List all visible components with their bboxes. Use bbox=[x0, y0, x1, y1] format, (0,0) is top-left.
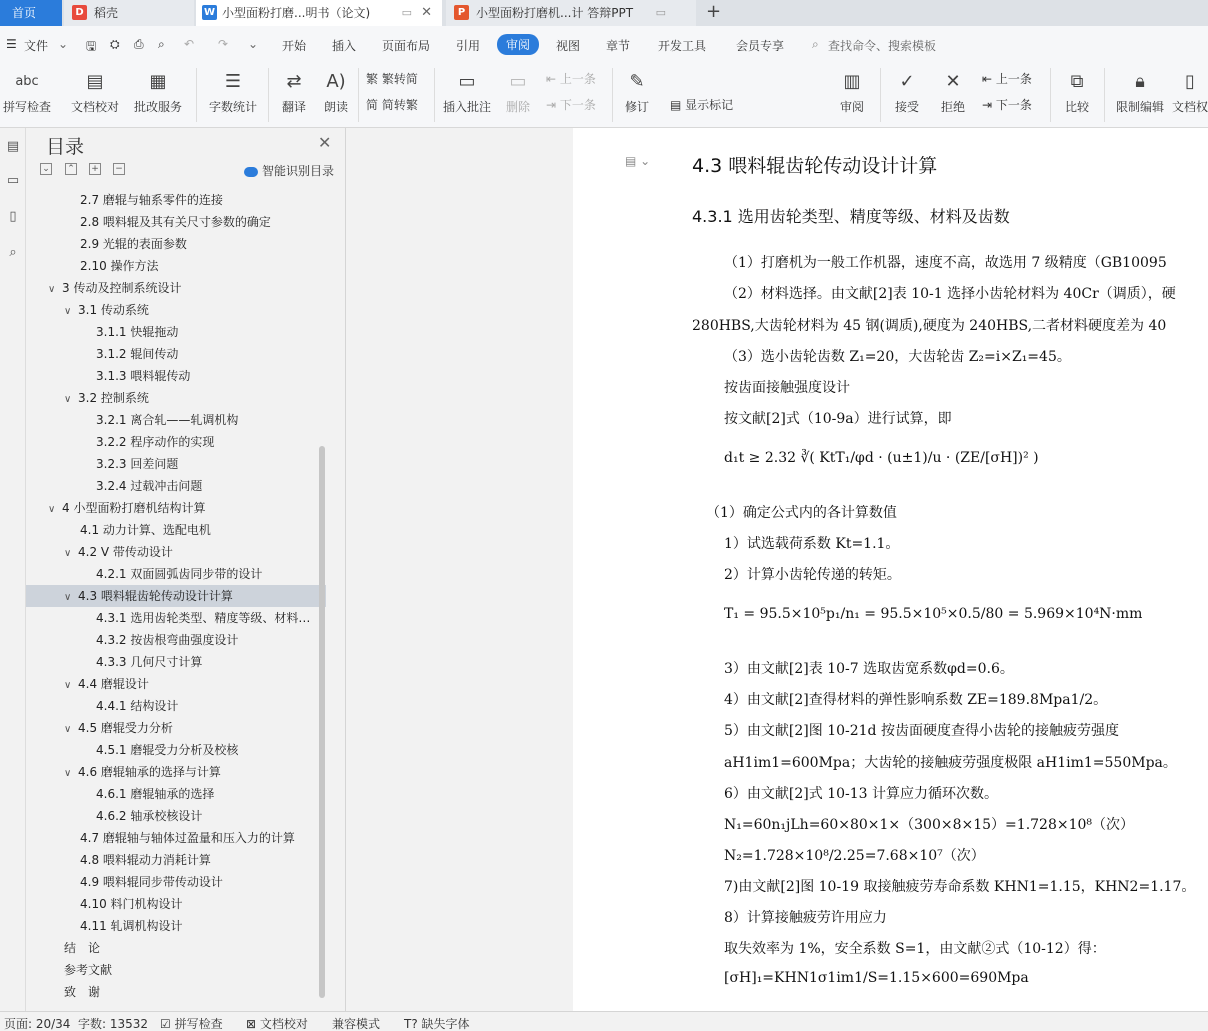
doc-permission-icon: ▯ bbox=[1185, 71, 1195, 92]
reject-button[interactable]: ✕ 拒绝 bbox=[934, 62, 972, 128]
toc-item[interactable] bbox=[26, 915, 326, 937]
toc-item[interactable] bbox=[26, 673, 326, 695]
toc-item-label: 3 传动及控制系统设计 bbox=[62, 281, 182, 295]
menu-view[interactable]: 视图 bbox=[556, 39, 581, 53]
review-pane-icon: ▥ bbox=[843, 71, 861, 92]
toc-item-label: 4.11 轧调机构设计 bbox=[80, 919, 183, 933]
prev-change-icon: ⇤ bbox=[982, 72, 993, 86]
toc-item[interactable] bbox=[26, 233, 326, 255]
translate-button[interactable]: ⇄ 翻译 bbox=[276, 62, 312, 128]
more-icon[interactable]: ⌄ bbox=[248, 37, 259, 51]
ppt-icon: P bbox=[454, 5, 469, 20]
toc-item-label: 4.8 喂料辊动力消耗计算 bbox=[80, 853, 211, 867]
bookmark-icon[interactable]: ▯ bbox=[9, 209, 17, 224]
word-doc-icon: W bbox=[203, 7, 216, 18]
font-icon: T? bbox=[404, 1017, 418, 1031]
word-count-indicator[interactable]: 字数: 13532 bbox=[78, 1017, 149, 1031]
accept-icon: ✓ bbox=[899, 71, 915, 92]
translate-icon: ⇄ bbox=[286, 71, 302, 92]
doc-line: 7)由文献[2]图 10-19 取接触疲劳寿命系数 KHN1=1.15，KHN2=1.17。 bbox=[724, 879, 1196, 895]
toc-item-label: 4.7 磨辊轴与轴体过盈量和压入力的计算 bbox=[80, 831, 295, 845]
toc-item-label: 结 论 bbox=[64, 941, 101, 955]
new-tab-button[interactable]: + bbox=[706, 1, 722, 22]
toc-item[interactable] bbox=[26, 343, 326, 365]
toc-item-label: 4.3 喂料辊齿轮传动设计计算 bbox=[78, 589, 233, 603]
toc-list bbox=[26, 189, 326, 1004]
menu-member[interactable]: 会员专享 bbox=[736, 39, 785, 53]
tab-presentation[interactable] bbox=[446, 0, 696, 26]
next-comment-button[interactable]: ⇥ 下一条 bbox=[546, 98, 596, 112]
doc-line: 280HBS,大齿轮材料为 45 钢(调质),硬度为 240HBS,二者材料硬度差为 40 bbox=[692, 318, 1167, 334]
docer-icon: D bbox=[72, 5, 87, 20]
menu-review[interactable]: 审阅 bbox=[497, 34, 539, 55]
toc-item-label: 2.7 磨辊与轴系零件的连接 bbox=[80, 193, 223, 207]
delete-comment-icon: ▭ bbox=[509, 71, 527, 92]
doc-line: N₁=60n₁jLh=60×80×1×（300×8×15）=1.728×10⁸（次） bbox=[724, 817, 1135, 833]
doc-line: 取失效率为 1%，安全系数 S=1，由文献②式（10-12）得： bbox=[724, 941, 1106, 957]
toc-item[interactable] bbox=[26, 651, 326, 673]
print-icon[interactable]: ⎙ bbox=[134, 37, 144, 51]
collapse-all-icon[interactable]: ⌄ bbox=[40, 163, 52, 175]
toc-item-label: 4.5 磨辊受力分析 bbox=[78, 721, 173, 735]
pin-icon[interactable]: ▭ bbox=[655, 6, 666, 19]
prev-comment-button[interactable]: ⇤ 上一条 bbox=[546, 72, 596, 86]
menu-bar bbox=[0, 26, 1208, 62]
next-change-icon: ⇥ bbox=[982, 98, 993, 112]
toc-item-label: 3.2.1 离合轧——轧调机构 bbox=[96, 413, 239, 427]
toc-item[interactable] bbox=[26, 981, 326, 1003]
toc-item[interactable] bbox=[26, 937, 326, 959]
track-changes-button[interactable]: ✎ 修订 bbox=[618, 62, 656, 128]
divider bbox=[1104, 68, 1105, 122]
toc-item-label: 致 谢 bbox=[64, 985, 101, 999]
toc-item-label: 2.9 光辊的表面参数 bbox=[80, 237, 187, 251]
review-pane-button[interactable]: ▥ 审阅 bbox=[834, 62, 870, 128]
toc-icon[interactable]: ▤ bbox=[6, 139, 20, 154]
chevron-down-icon[interactable]: ∨ bbox=[64, 680, 72, 691]
toc-item[interactable] bbox=[26, 277, 326, 299]
toc-item-label: 4.6.1 磨辊轴承的选择 bbox=[96, 787, 215, 801]
toc-item-label: 4.2 V 带传动设计 bbox=[78, 545, 173, 559]
toc-item-label: 3.1.3 喂料辊传动 bbox=[96, 369, 191, 383]
toc-item[interactable] bbox=[26, 783, 326, 805]
reject-icon: ✕ bbox=[945, 71, 961, 92]
menu-insert[interactable]: 插入 bbox=[332, 39, 357, 53]
next-icon: ⇥ bbox=[546, 98, 557, 112]
word-count-icon: ☰ bbox=[224, 71, 242, 92]
save-icon[interactable]: 🖫 bbox=[86, 39, 97, 53]
toc-item[interactable] bbox=[26, 409, 326, 431]
tab-label: 小型面粉打磨机...计 答辩PPT bbox=[476, 6, 634, 20]
toc-item-label: 3.2.3 回差问题 bbox=[96, 457, 179, 471]
toc-item-label: 参考文献 bbox=[64, 963, 113, 977]
doc-line: 1）试选载荷系数 Kt=1.1。 bbox=[724, 536, 900, 552]
chapter-icon[interactable]: ▭ bbox=[6, 173, 20, 188]
toc-item-label: 4.9 喂料辊同步带传动设计 bbox=[80, 875, 223, 889]
preview-icon[interactable]: ⌕ bbox=[158, 37, 165, 51]
search-icon[interactable]: ⌕ bbox=[9, 245, 17, 260]
spell-check-button[interactable]: abc 拼写检查 bbox=[2, 62, 52, 128]
toc-item[interactable] bbox=[26, 563, 326, 585]
toc-item[interactable] bbox=[26, 299, 326, 321]
toc-item[interactable] bbox=[26, 607, 326, 629]
toc-item-label: 4.4.1 结构设计 bbox=[96, 699, 179, 713]
doc-line: （1）打磨机为一般工作机器，速度不高，故选用 7 级精度（GB10095 bbox=[724, 255, 1167, 271]
menu-file[interactable]: 文件 bbox=[24, 39, 49, 53]
toc-item[interactable] bbox=[26, 893, 326, 915]
chevron-down-icon[interactable]: ∨ bbox=[64, 592, 72, 603]
comment-icon: ▭ bbox=[458, 71, 476, 92]
undo-icon[interactable]: ↶ bbox=[184, 37, 195, 51]
menu-start[interactable]: 开始 bbox=[282, 39, 307, 53]
toc-item[interactable] bbox=[26, 475, 326, 497]
toc-pane bbox=[26, 128, 346, 1011]
chevron-down-icon[interactable]: ∨ bbox=[64, 768, 72, 779]
toc-item-label: 3.1 传动系统 bbox=[78, 303, 149, 317]
doc-line: 4）由文献[2]查得材料的弹性影响系数 ZE=189.8Mpa1/2。 bbox=[724, 692, 1108, 708]
doc-line: N₂=1.728×10⁸/2.25=7.68×10⁷（次） bbox=[724, 848, 985, 864]
toc-item-label: 4.4 磨辊设计 bbox=[78, 677, 149, 691]
tab-document[interactable] bbox=[196, 0, 442, 26]
pin-icon[interactable]: ▭ bbox=[401, 6, 412, 19]
equation-t1: T₁ = 95.5×10⁵p₁/n₁ = 95.5×10⁵×0.5/80 = 5.969×10⁴N·mm bbox=[724, 606, 1143, 622]
restrict-edit-button[interactable]: 🔒︎ 限制编辑 bbox=[1112, 62, 1168, 128]
toc-item-label: 2.10 操作方法 bbox=[80, 259, 159, 273]
read-aloud-button[interactable]: A) 朗读 bbox=[320, 62, 352, 128]
word-count-button[interactable]: ☰ 字数统计 bbox=[208, 62, 258, 128]
chevron-down-icon[interactable]: ∨ bbox=[64, 548, 72, 559]
prev-icon: ⇤ bbox=[546, 72, 557, 86]
toc-item-label: 4.10 料门机构设计 bbox=[80, 897, 183, 911]
menu-chapter[interactable]: 章节 bbox=[606, 39, 631, 53]
toc-item[interactable] bbox=[26, 805, 326, 827]
insert-comment-button[interactable]: ▭ 插入批注 bbox=[440, 62, 494, 128]
page-indicator[interactable]: 页面: 20/34 bbox=[4, 1017, 71, 1031]
toc-item[interactable] bbox=[26, 431, 326, 453]
read-aloud-icon: A) bbox=[326, 71, 346, 92]
heading-4-3-1: 4.3.1 选用齿轮类型、精度等级、材料及齿数 bbox=[692, 207, 1010, 226]
toc-item[interactable] bbox=[26, 959, 326, 981]
divider bbox=[434, 68, 435, 122]
toc-item[interactable] bbox=[26, 387, 326, 409]
doc-line: 3）由文献[2]表 10-7 选取齿宽系数φd=0.6。 bbox=[724, 661, 1014, 677]
show-markup-button[interactable]: ▤ 显示标记 bbox=[670, 98, 734, 112]
doc-line: 6）由文献[2]式 10-13 计算应力循环次数。 bbox=[724, 786, 998, 802]
prev-change-button[interactable]: ⇤ 上一条 bbox=[982, 72, 1032, 86]
batch-service-button[interactable]: ▦ 批改服务 bbox=[130, 62, 186, 128]
chevron-down-icon[interactable]: ∨ bbox=[64, 724, 72, 735]
close-icon[interactable]: ✕ bbox=[318, 133, 332, 152]
trad-icon: 繁 bbox=[366, 72, 379, 86]
menu-references[interactable]: 引用 bbox=[456, 39, 481, 53]
chevron-down-icon[interactable]: ∨ bbox=[64, 394, 72, 405]
menu-layout[interactable]: 页面布局 bbox=[382, 39, 431, 53]
toc-item-label: 3.2 控制系统 bbox=[78, 391, 149, 405]
divider bbox=[880, 68, 881, 122]
toc-item-label: 4.6.2 轴承校核设计 bbox=[96, 809, 203, 823]
toc-item[interactable] bbox=[26, 497, 326, 519]
toc-item[interactable] bbox=[26, 453, 326, 475]
toc-item[interactable] bbox=[26, 695, 326, 717]
document-page[interactable] bbox=[573, 128, 1208, 1011]
tab-label: 稻壳 bbox=[94, 6, 119, 20]
divider bbox=[196, 68, 197, 122]
toc-item[interactable] bbox=[26, 739, 326, 761]
toc-item-label: 4.1 动力计算、选配电机 bbox=[80, 523, 211, 537]
doc-proof-button[interactable]: ▤ 文档校对 bbox=[70, 62, 120, 128]
doc-line: aH1im1=600Mpa；大齿轮的接触疲劳强度极限 aH1im1=550Mpa。 bbox=[724, 755, 1177, 771]
toc-item[interactable] bbox=[26, 761, 326, 783]
lock-icon: 🔒︎ bbox=[1135, 71, 1145, 92]
toc-item[interactable] bbox=[26, 365, 326, 387]
chevron-down-icon[interactable]: ∨ bbox=[48, 504, 56, 515]
command-search[interactable]: 查找命令、搜索模板 bbox=[828, 39, 937, 53]
toc-item-label: 4 小型面粉打磨机结构计算 bbox=[62, 501, 206, 515]
proof-status-icon: ⊠ bbox=[246, 1017, 257, 1031]
cloud-icon[interactable]: ⛭ bbox=[110, 37, 120, 51]
chevron-down-icon[interactable]: ∨ bbox=[64, 306, 72, 317]
delete-comment-button[interactable]: ▭ 删除 bbox=[500, 62, 536, 128]
status-spell-check[interactable]: ☑ 拼写检查 bbox=[160, 1017, 223, 1031]
toc-item[interactable] bbox=[26, 849, 326, 871]
toc-item-label: 3.1.2 辊间传动 bbox=[96, 347, 179, 361]
toc-item-label: 4.5.1 磨辊受力分析及校核 bbox=[96, 743, 239, 757]
trad-to-simp-button[interactable]: 繁 繁转简 bbox=[366, 72, 418, 86]
compare-icon: ⧉ bbox=[1070, 71, 1084, 92]
divider bbox=[612, 68, 613, 122]
toc-item[interactable] bbox=[26, 541, 326, 563]
spell-check-icon: abc bbox=[15, 74, 39, 89]
doc-line: （3）选小齿轮齿数 Z₁=20，大齿轮齿 Z₂=i×Z₁=45。 bbox=[724, 349, 1071, 365]
toc-title: 目录 bbox=[46, 136, 85, 158]
tab-bar bbox=[0, 0, 1208, 26]
paragraph-icon[interactable]: ▤ ⌄ bbox=[625, 154, 651, 168]
redo-icon[interactable]: ↷ bbox=[218, 37, 229, 51]
remove-heading-icon[interactable]: − bbox=[113, 163, 125, 175]
equation-d1t: d₁t ≥ 2.32 ∛( KtT₁/φd · (u±1)/u · (ZE/[σH])² ) bbox=[724, 450, 1039, 466]
proof-icon: ▤ bbox=[86, 71, 104, 92]
ribbon-review bbox=[0, 62, 1208, 128]
doc-line: （1）确定公式内的各计算数值 bbox=[706, 505, 897, 521]
toc-item-label: 3.1.1 快辊拖动 bbox=[96, 325, 179, 339]
checkbox-icon: ☑ bbox=[160, 1017, 171, 1031]
chevron-down-icon[interactable]: ⌄ bbox=[58, 37, 69, 51]
doc-line: 5）由文献[2]图 10-21d 按齿面硬度查得小齿轮的接触疲劳强度 bbox=[724, 723, 1119, 739]
toc-item[interactable] bbox=[26, 827, 326, 849]
toc-item-label: 4.3.2 按齿根弯曲强度设计 bbox=[96, 633, 239, 647]
smart-icon bbox=[244, 167, 258, 177]
simp-icon: 简 bbox=[366, 98, 379, 112]
document-margin bbox=[347, 128, 573, 1011]
add-heading-icon[interactable]: + bbox=[89, 163, 101, 175]
close-tab-icon[interactable]: ✕ bbox=[421, 5, 432, 20]
toc-item-label: 3.2.4 过载冲击问题 bbox=[96, 479, 203, 493]
expand-up-icon[interactable]: ⌃ bbox=[65, 163, 77, 175]
toc-item-label: 4.3.3 几何尺寸计算 bbox=[96, 655, 203, 669]
toc-item[interactable] bbox=[26, 211, 326, 233]
doc-line: 2）计算小齿轮传递的转矩。 bbox=[724, 567, 901, 583]
toc-item[interactable] bbox=[26, 629, 326, 651]
tab-docer[interactable] bbox=[64, 0, 194, 26]
batch-icon: ▦ bbox=[149, 71, 167, 92]
chevron-down-icon[interactable]: ∨ bbox=[48, 284, 56, 295]
left-tool-strip bbox=[0, 128, 26, 1011]
simp-to-trad-button[interactable]: 简 简转繁 bbox=[366, 98, 418, 112]
doc-permission-button[interactable]: ▯ 文档权 bbox=[1172, 62, 1208, 128]
tab-home[interactable]: 首页 bbox=[0, 0, 62, 26]
show-markup-icon: ▤ bbox=[670, 98, 682, 112]
menu-devtools[interactable]: 开发工具 bbox=[658, 39, 707, 53]
toc-item[interactable] bbox=[26, 255, 326, 277]
toc-item[interactable] bbox=[26, 519, 326, 541]
accept-button[interactable]: ✓ 接受 bbox=[888, 62, 926, 128]
doc-line: 按文献[2]式（10-9a）进行试算，即 bbox=[724, 411, 952, 427]
toc-item[interactable] bbox=[26, 871, 326, 893]
doc-line: [σH]₁=KHN1σ1im1/S=1.15×600=690Mpa bbox=[724, 970, 1029, 986]
compare-button[interactable]: ⧉ 比较 bbox=[1058, 62, 1096, 128]
toc-item-label: 4.3.1 选用齿轮类型、精度等级、材料… bbox=[96, 611, 311, 625]
toc-scrollbar[interactable] bbox=[319, 446, 325, 998]
tab-label: 小型面粉打磨...明书（论文) bbox=[222, 6, 371, 20]
toc-item[interactable] bbox=[26, 585, 326, 607]
doc-line: 8）计算接触疲劳许用应力 bbox=[724, 910, 887, 926]
status-bar bbox=[0, 1011, 1208, 1031]
toc-item-label: 4.2.1 双面圆弧齿同步带的设计 bbox=[96, 567, 263, 581]
divider bbox=[268, 68, 269, 122]
toc-item-label: 3.2.2 程序动作的实现 bbox=[96, 435, 215, 449]
hamburger-icon[interactable]: ☰ bbox=[6, 37, 17, 51]
search-icon[interactable]: ⌕ bbox=[812, 37, 819, 51]
smart-toc-button[interactable]: 智能识别目录 bbox=[244, 162, 334, 179]
doc-line: 按齿面接触强度设计 bbox=[724, 380, 850, 396]
divider bbox=[1050, 68, 1051, 122]
missing-font-button[interactable]: T? 缺失字体 bbox=[404, 1017, 470, 1031]
divider bbox=[358, 68, 359, 122]
doc-line: （2）材料选择。由文献[2]表 10-1 选择小齿轮材料为 40Cr（调质），硬 bbox=[724, 286, 1176, 302]
toc-item[interactable] bbox=[26, 321, 326, 343]
toc-item-label: 4.6 磨辊轴承的选择与计算 bbox=[78, 765, 221, 779]
heading-4-3: 4.3 喂料辊齿轮传动设计计算 bbox=[692, 155, 938, 177]
track-changes-icon: ✎ bbox=[629, 71, 645, 92]
toc-item[interactable] bbox=[26, 717, 326, 739]
toc-item-label: 2.8 喂料辊及其有关尺寸参数的确定 bbox=[80, 215, 271, 229]
toc-item[interactable] bbox=[26, 189, 326, 211]
next-change-button[interactable]: ⇥ 下一条 bbox=[982, 98, 1032, 112]
compat-mode[interactable]: 兼容模式 bbox=[332, 1017, 381, 1031]
status-doc-proof[interactable]: ⊠ 文档校对 bbox=[246, 1017, 308, 1031]
